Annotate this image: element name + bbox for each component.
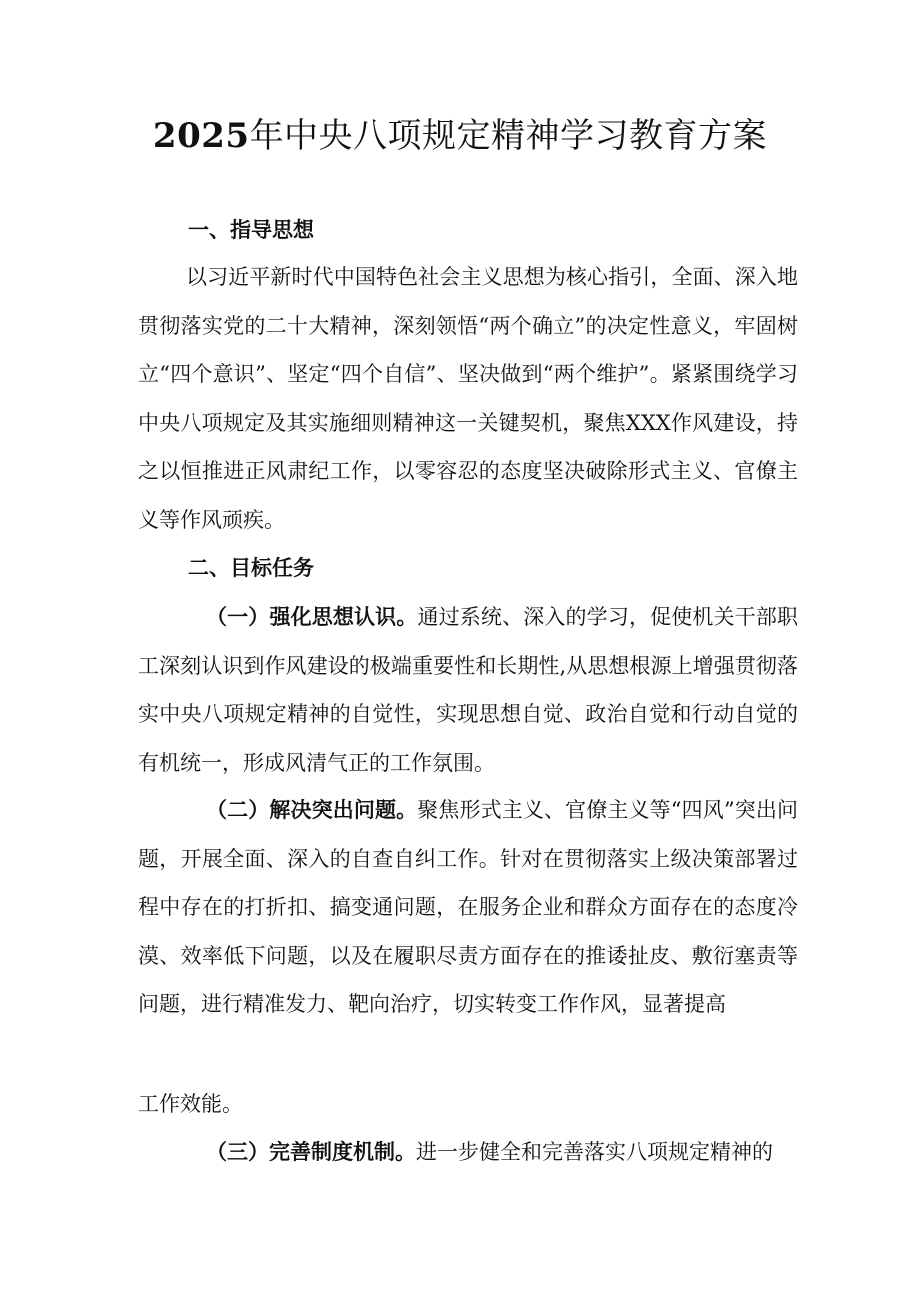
section-heading-guiding-ideology: 一、指导思想 — [188, 217, 314, 242]
title-text: 年中央八项规定精神学习教育方案 — [249, 116, 768, 156]
goal-2-body: 聚焦形式主义、官僚主义等“四风”突出问题，开展全面、深入的自查自纠工作。针对在贯彻落实上级决策部署过程中存在的打折扣、搞变通问题，在服务企业和群众方面存在的态度冷漠、效率低下问题，以及在履职尽责方面存在的推诿扯皮、敷衍塞责等问题，进行精准发力、靶向治疗，切实转变工作作风，显著提高 — [138, 798, 798, 1017]
goal-3-body: 进一步健全和完善落实八项规定精神的 — [416, 1140, 773, 1164]
document-title — [0, 112, 920, 160]
goal-3-lead: （三）完善制度机制。 — [206, 1139, 416, 1164]
paragraph-goal-1 — [138, 593, 798, 787]
goal-1-body: 通过系统、深入的学习，促使机关干部职工深刻认识到作风建设的极端重要性和长期性,从思想根源上增强贯彻落实中央八项规定精神的自觉性，实现思想自觉、政治自觉和行动自觉的有机统一，形成风清气正的工作氛围。 — [138, 605, 799, 775]
title-year: 2025 — [152, 116, 250, 156]
paragraph-guiding-ideology: 以习近平新时代中国特色社会主义思想为核心指引，全面、深入地贯彻落实党的二十大精神，深刻领悟“两个确立”的决定性意义，牢固树立“四个意识”、坚定“四个自信”、坚决做到“两个维护”。紧紧围绕学习中央八项规定及其实施细则精神这一关键契机，聚焦XXX作风建设，持之以恒推进正风肃纪工作，以零容忍的态度坚决破除形式主义、官僚主义等作风顽疾。 — [138, 265, 798, 532]
paragraph-goal-3 — [138, 1128, 798, 1177]
paragraph-goal-2-continuation: 工作效能。 — [138, 1092, 243, 1116]
goal-2-lead: （二）解决突出问题。 — [206, 797, 418, 822]
paragraph-goal-2 — [138, 786, 798, 1029]
goal-1-lead: （一）强化思想认识。 — [206, 604, 418, 629]
section-heading-goals: 二、目标任务 — [188, 555, 314, 580]
